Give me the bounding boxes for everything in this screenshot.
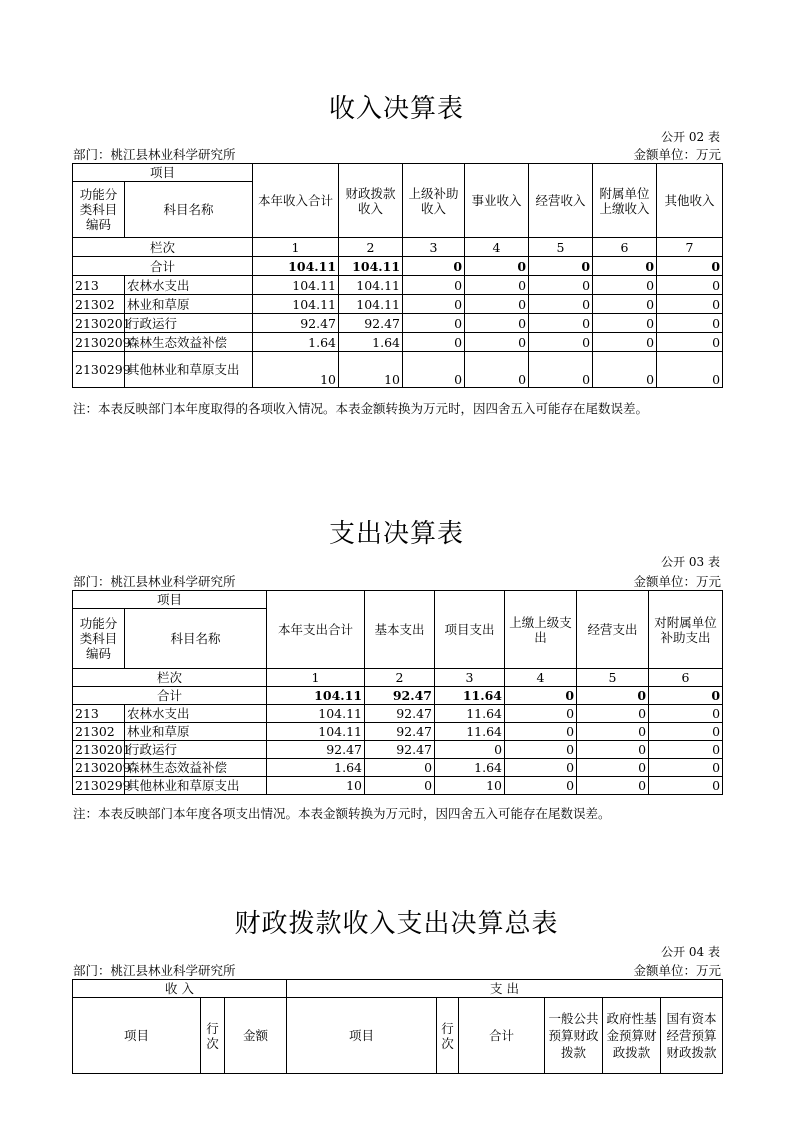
header-col-1: 本年收入合计 — [253, 164, 339, 238]
col-number: 7 — [657, 238, 723, 257]
expense-table-code: 公开 03 表 — [661, 555, 720, 569]
expense-col-state-capital: 国有资本经营预算财政拨款 — [661, 998, 723, 1074]
col-number: 1 — [253, 238, 339, 257]
expense-col-general-budget: 一般公共预算财政拨款 — [545, 998, 603, 1074]
row-code: 2130209 — [73, 759, 125, 777]
total-value: 0 — [577, 687, 649, 705]
row-value: 0 — [657, 314, 723, 333]
row-value: 0 — [577, 777, 649, 795]
fiscal-table — [72, 979, 723, 1074]
row-value: 0 — [465, 352, 529, 388]
header-col-5: 经营支出 — [577, 591, 649, 669]
row-code: 21302 — [73, 295, 125, 314]
total-value: 0 — [593, 257, 657, 276]
department-label: 部门：桃江县林业科学研究所 — [73, 574, 236, 589]
row-value: 1.64 — [339, 333, 403, 352]
col-number: 3 — [403, 238, 465, 257]
row-value: 92.47 — [365, 741, 435, 759]
row-value: 0 — [657, 352, 723, 388]
header-col-6: 附属单位上缴收入 — [593, 164, 657, 238]
row-name: 森林生态效益补偿 — [125, 333, 253, 352]
header-col-2: 财政拨款收入 — [339, 164, 403, 238]
department-label: 部门：桃江县林业科学研究所 — [73, 963, 236, 978]
income-header: 收 入 — [73, 980, 287, 998]
total-label: 合计 — [73, 257, 253, 276]
col-index-label: 栏次 — [73, 238, 253, 257]
row-code: 2130299 — [73, 777, 125, 795]
row-value: 1.64 — [435, 759, 505, 777]
row-value: 0 — [529, 314, 593, 333]
header-col-2: 基本支出 — [365, 591, 435, 669]
row-value: 92.47 — [365, 723, 435, 741]
row-value: 0 — [649, 777, 723, 795]
department-label: 部门：桃江县林业科学研究所 — [73, 147, 236, 162]
expense-table-title: 支出决算表 — [328, 519, 464, 549]
income-col-project: 项目 — [73, 998, 201, 1074]
row-value: 0 — [465, 276, 529, 295]
row-code: 2130201 — [73, 314, 125, 333]
row-value: 0 — [403, 352, 465, 388]
row-name: 森林生态效益补偿 — [125, 759, 267, 777]
table-row — [73, 777, 723, 795]
row-code: 2130209 — [73, 333, 125, 352]
row-value: 0 — [529, 333, 593, 352]
col-number: 1 — [267, 669, 365, 687]
fiscal-table-code: 公开 04 表 — [661, 945, 720, 959]
expense-note: 注：本表反映部门本年度各项支出情况。本表金额转换为万元时，因四舍五入可能存在尾数误差。 — [73, 806, 611, 821]
income-table-code: 公开 02 表 — [661, 130, 720, 144]
header-col-4: 上缴上级支出 — [505, 591, 577, 669]
income-note: 注：本表反映部门本年度取得的各项收入情况。本表金额转换为万元时，因四舍五入可能存在尾数误差。 — [73, 401, 649, 416]
table-row — [73, 276, 723, 295]
col-number: 2 — [339, 238, 403, 257]
header-col-3: 上级补助收入 — [403, 164, 465, 238]
table-row — [73, 352, 723, 388]
row-value: 0 — [529, 352, 593, 388]
row-code: 213 — [73, 276, 125, 295]
row-value: 0 — [657, 276, 723, 295]
header-col-5: 经营收入 — [529, 164, 593, 238]
row-value: 11.64 — [435, 723, 505, 741]
expense-col-row-no: 行次 — [437, 998, 459, 1074]
row-value: 104.11 — [267, 705, 365, 723]
row-value: 0 — [505, 777, 577, 795]
table-row — [73, 295, 723, 314]
total-value: 0 — [465, 257, 529, 276]
total-value: 0 — [529, 257, 593, 276]
header-subject-name: 科目名称 — [125, 182, 253, 238]
expense-col-total: 合计 — [459, 998, 545, 1074]
total-value: 11.64 — [435, 687, 505, 705]
col-number: 4 — [465, 238, 529, 257]
row-value: 0 — [577, 759, 649, 777]
table-row — [73, 759, 723, 777]
row-value: 0 — [593, 295, 657, 314]
total-label: 合计 — [73, 687, 267, 705]
income-table — [72, 163, 723, 388]
expense-col-fund-budget: 政府性基金预算财政拨款 — [603, 998, 661, 1074]
row-value: 0 — [465, 314, 529, 333]
row-value: 0 — [435, 741, 505, 759]
row-value: 11.64 — [435, 705, 505, 723]
row-value: 0 — [403, 276, 465, 295]
row-value: 0 — [593, 314, 657, 333]
row-value: 0 — [649, 723, 723, 741]
income-col-amount: 金额 — [225, 998, 287, 1074]
total-value: 0 — [649, 687, 723, 705]
row-code: 213 — [73, 705, 125, 723]
header-project: 项目 — [73, 164, 253, 182]
row-value: 10 — [267, 777, 365, 795]
expense-meta-row — [73, 572, 721, 590]
row-value: 0 — [593, 333, 657, 352]
row-value: 104.11 — [253, 276, 339, 295]
header-col-1: 本年支出合计 — [267, 591, 365, 669]
table-row — [73, 705, 723, 723]
row-value: 0 — [577, 705, 649, 723]
col-number: 6 — [593, 238, 657, 257]
row-name: 其他林业和草原支出 — [125, 777, 267, 795]
table-row — [73, 333, 723, 352]
header-col-6: 对附属单位补助支出 — [649, 591, 723, 669]
row-value: 0 — [649, 741, 723, 759]
header-project: 项目 — [73, 591, 267, 609]
row-name: 农林水支出 — [125, 276, 253, 295]
row-code: 21302 — [73, 723, 125, 741]
row-value: 92.47 — [339, 314, 403, 333]
row-value: 0 — [505, 705, 577, 723]
row-value: 104.11 — [253, 295, 339, 314]
row-value: 0 — [593, 276, 657, 295]
row-value: 0 — [649, 705, 723, 723]
row-value: 0 — [505, 741, 577, 759]
row-value: 0 — [465, 295, 529, 314]
col-number: 4 — [505, 669, 577, 687]
row-name: 行政运行 — [125, 314, 253, 333]
header-col-7: 其他收入 — [657, 164, 723, 238]
income-table-title: 收入决算表 — [328, 94, 464, 124]
header-col-4: 事业收入 — [465, 164, 529, 238]
col-number: 2 — [365, 669, 435, 687]
row-value: 1.64 — [253, 333, 339, 352]
row-value: 0 — [577, 741, 649, 759]
row-value: 0 — [365, 777, 435, 795]
table-row — [73, 314, 723, 333]
row-value: 0 — [657, 333, 723, 352]
row-value: 0 — [529, 276, 593, 295]
row-value: 0 — [403, 295, 465, 314]
row-value: 0 — [465, 333, 529, 352]
col-number: 5 — [529, 238, 593, 257]
row-value: 10 — [339, 352, 403, 388]
income-col-row-no: 行次 — [201, 998, 225, 1074]
header-subject-name: 科目名称 — [125, 609, 267, 669]
row-value: 0 — [593, 352, 657, 388]
row-value: 0 — [505, 723, 577, 741]
col-number: 6 — [649, 669, 723, 687]
expense-col-project: 项目 — [287, 998, 437, 1074]
table-row — [73, 723, 723, 741]
unit-label: 金额单位：万元 — [633, 574, 721, 589]
income-meta-row — [73, 145, 721, 163]
row-value: 1.64 — [267, 759, 365, 777]
fiscal-table-title: 财政拨款收入支出决算总表 — [234, 909, 559, 939]
expense-header: 支 出 — [287, 980, 723, 998]
row-code: 2130201 — [73, 741, 125, 759]
total-value: 104.11 — [267, 687, 365, 705]
row-value: 0 — [649, 759, 723, 777]
total-value: 0 — [505, 687, 577, 705]
row-name: 行政运行 — [125, 741, 267, 759]
total-value: 104.11 — [253, 257, 339, 276]
total-value: 92.47 — [365, 687, 435, 705]
row-value: 0 — [657, 295, 723, 314]
row-name: 林业和草原 — [125, 723, 267, 741]
header-col-3: 项目支出 — [435, 591, 505, 669]
table-row — [73, 741, 723, 759]
fiscal-meta-row — [73, 961, 721, 979]
row-value: 0 — [505, 759, 577, 777]
unit-label: 金额单位：万元 — [633, 963, 721, 978]
row-value: 0 — [577, 723, 649, 741]
total-value: 0 — [657, 257, 723, 276]
row-value: 0 — [365, 759, 435, 777]
row-value: 0 — [403, 333, 465, 352]
header-func-code: 功能分类科目编码 — [73, 609, 125, 669]
unit-label: 金额单位：万元 — [633, 147, 721, 162]
row-code: 2130299 — [73, 352, 125, 388]
col-number: 3 — [435, 669, 505, 687]
expense-table — [72, 590, 723, 795]
row-name: 农林水支出 — [125, 705, 267, 723]
row-value: 92.47 — [267, 741, 365, 759]
row-value: 92.47 — [365, 705, 435, 723]
row-value: 10 — [253, 352, 339, 388]
row-name: 其他林业和草原支出 — [125, 352, 253, 388]
row-value: 104.11 — [339, 295, 403, 314]
row-value: 104.11 — [267, 723, 365, 741]
row-value: 10 — [435, 777, 505, 795]
total-value: 0 — [403, 257, 465, 276]
row-value: 0 — [403, 314, 465, 333]
row-value: 104.11 — [339, 276, 403, 295]
total-row — [73, 687, 723, 705]
row-value: 92.47 — [253, 314, 339, 333]
row-value: 0 — [529, 295, 593, 314]
total-row — [73, 257, 723, 276]
col-number: 5 — [577, 669, 649, 687]
row-name: 林业和草原 — [125, 295, 253, 314]
total-value: 104.11 — [339, 257, 403, 276]
col-index-label: 栏次 — [73, 669, 267, 687]
header-func-code: 功能分类科目编码 — [73, 182, 125, 238]
